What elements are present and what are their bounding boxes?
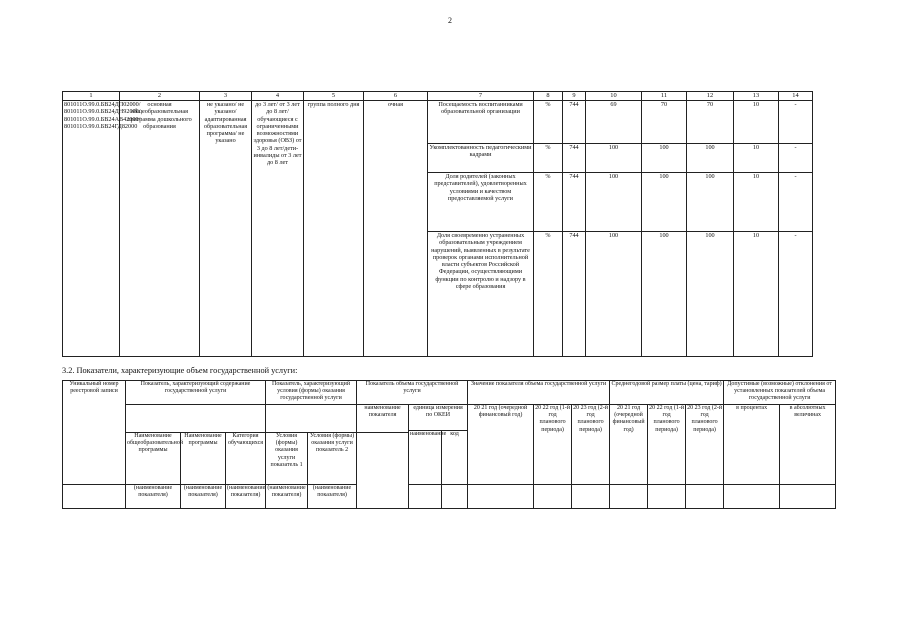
value-cell: 100 <box>586 232 642 357</box>
unit-name-empty <box>409 485 442 509</box>
category-header: Категория обучающихся <box>226 433 266 485</box>
value-cell: 100 <box>687 144 734 173</box>
registry-number-header: Уникальный номер реестровой записи <box>63 381 126 485</box>
column-number: 12 <box>687 92 734 101</box>
volume-values-header: Значение показателя объема государственной услуги <box>468 381 610 405</box>
unit-code-header: код <box>442 431 468 485</box>
empty-cell <box>468 485 534 509</box>
year-3-header: 20 23 год (2-й год планового периода) <box>572 405 610 485</box>
value-cell: 70 <box>642 101 687 144</box>
column-number: 9 <box>563 92 586 101</box>
column-number: 6 <box>364 92 428 101</box>
header-row <box>63 405 836 431</box>
registry-codes: 801011О.99.0.БВ24ДП02000/ 801011О.99.0.БВ24ДН92000/ 801011О.99.0.БВ24АВ42000/ 801011О.99.0.БВ24ГД82000 <box>63 101 120 357</box>
value-cell: 69 <box>586 101 642 144</box>
deviation-percent-cell: 10 <box>734 173 779 232</box>
form-cell: очная <box>364 101 428 357</box>
indicator-name-caption: (наименование показателя) <box>126 485 181 509</box>
deviation-absolute-cell: - <box>779 232 813 357</box>
deviation-absolute-cell: - <box>779 101 813 144</box>
unit-cell: % <box>534 144 563 173</box>
column-number: 3 <box>200 92 252 101</box>
okei-cell: 744 <box>563 144 586 173</box>
deviation-absolute-cell: - <box>779 144 813 173</box>
quality-indicators-table <box>62 91 813 357</box>
fee-year-2-header: 20 22 год (1-й год планового периода) <box>648 405 686 485</box>
value-cell: 70 <box>687 101 734 144</box>
column-number: 13 <box>734 92 779 101</box>
conditions-empty <box>266 405 357 433</box>
conditions-indicator-header: Показатель, характеризующий условия (формы) оказания государственной услуги <box>266 381 357 405</box>
column-number: 10 <box>586 92 642 101</box>
column-number: 2 <box>120 92 200 101</box>
value-cell: 100 <box>642 173 687 232</box>
indicator-name-caption: (наименование показателя) <box>181 485 226 509</box>
indicator-name-caption: (наименование показателя) <box>308 485 357 509</box>
page-number: 2 <box>448 16 452 25</box>
okei-cell: 744 <box>563 232 586 357</box>
condition-2-header: Условия (формы) оказания услуги показатель 2 <box>308 433 357 485</box>
empty-cell <box>724 485 780 509</box>
content-indicator-header: Показатель, характеризующий содержание государственной услуги <box>126 381 266 405</box>
header-row <box>63 485 836 509</box>
empty-cell <box>534 485 572 509</box>
empty-cell <box>686 485 724 509</box>
okei-cell: 744 <box>563 173 586 232</box>
indicator-name-caption: (наименование показателя) <box>226 485 266 509</box>
value-cell: 100 <box>687 232 734 357</box>
indicator-name: Посещаемость воспитанниками образовательной организации <box>428 101 534 144</box>
indicator-name: Доля своевременно устраненных образовательным учреждением нарушений, выявленных в результате проверок органами исполнительной власти субъектов Российской Федерации, осуществляющими функции по контролю и надзору в сфере образования <box>428 232 534 357</box>
value-cell: 100 <box>642 144 687 173</box>
indicator-name-header: наименование показателя <box>357 405 409 433</box>
value-cell: 100 <box>642 232 687 357</box>
year-1-header: 20 21 год (очередной финансовый год) <box>468 405 534 485</box>
empty-cell <box>572 485 610 509</box>
volume-indicator-header: Показатель объема государственной услуги <box>357 381 468 405</box>
condition-1-header: Условия (формы) оказания услуги показатель 1 <box>266 433 308 485</box>
unit-code-empty <box>442 485 468 509</box>
deviation-percent-cell: 10 <box>734 144 779 173</box>
registry-empty <box>63 485 126 509</box>
section-title: 3.2. Показатели, характеризующие объем государственной услуги: <box>62 366 298 375</box>
unit-cell: % <box>534 232 563 357</box>
fee-year-3-header: 20 23 год (2-й год планового периода) <box>686 405 724 485</box>
column-number-row <box>63 92 813 101</box>
fee-header: Среднегодовой размер платы (цена, тариф) <box>610 381 724 405</box>
content-empty <box>126 405 266 433</box>
year-2-header: 20 22 год (1-й год планового периода) <box>534 405 572 485</box>
deviation-percent-cell: 10 <box>734 101 779 144</box>
group-type-cell: группа полного дня <box>304 101 364 357</box>
column-number: 4 <box>252 92 304 101</box>
deviation-absolute-header: в абсолютных величинах <box>780 405 836 485</box>
header-row <box>63 381 836 405</box>
age-category-cell: до 3 лет/ от 3 лет до 8 лет/ обучающиеся с ограниченными возможностями здоровья (ОВЗ) от 3 до 8 лет/дети-инвалиды от 3 лет до 8 лет <box>252 101 304 357</box>
indicator-name-empty <box>357 433 409 509</box>
indicator-name: Укомплектованность педагогическими кадрами <box>428 144 534 173</box>
column-number: 1 <box>63 92 120 101</box>
program-cell: основная общеобразовательная программа дошкольного образования <box>120 101 200 357</box>
value-cell: 100 <box>586 144 642 173</box>
table-row <box>63 101 813 144</box>
empty-cell <box>648 485 686 509</box>
unit-name-header: наименование <box>409 431 442 485</box>
deviation-percent-header: в процентах <box>724 405 780 485</box>
volume-indicators-table <box>62 380 836 509</box>
okei-cell: 744 <box>563 101 586 144</box>
unit-cell: % <box>534 173 563 232</box>
indicator-name: Доля родителей (законных представителей), удовлетворенных условиями и качеством предоставляемой услуги <box>428 173 534 232</box>
program-type-cell: не указано/ не указано/ адаптированная образовательная программа/ не указано <box>200 101 252 357</box>
indicator-name-caption: (наименование показателя) <box>266 485 308 509</box>
column-number: 5 <box>304 92 364 101</box>
unit-okei-header: единица измерения по ОКЕИ <box>409 405 468 431</box>
column-number: 8 <box>534 92 563 101</box>
empty-cell <box>780 485 836 509</box>
program-name-header: Наименование общеобразовательной программы <box>126 433 181 485</box>
unit-cell: % <box>534 101 563 144</box>
column-number: 11 <box>642 92 687 101</box>
column-number: 7 <box>428 92 534 101</box>
programs-header: Наименование программы <box>181 433 226 485</box>
column-number: 14 <box>779 92 813 101</box>
deviation-percent-cell: 10 <box>734 232 779 357</box>
value-cell: 100 <box>586 173 642 232</box>
empty-cell <box>610 485 648 509</box>
deviation-header: Допустимые (возможные) отклонения от установленных показателей объема государственной услуги <box>724 381 836 405</box>
value-cell: 100 <box>687 173 734 232</box>
fee-year-1-header: 20 21 год (очередной финансовый год) <box>610 405 648 485</box>
deviation-absolute-cell: - <box>779 173 813 232</box>
